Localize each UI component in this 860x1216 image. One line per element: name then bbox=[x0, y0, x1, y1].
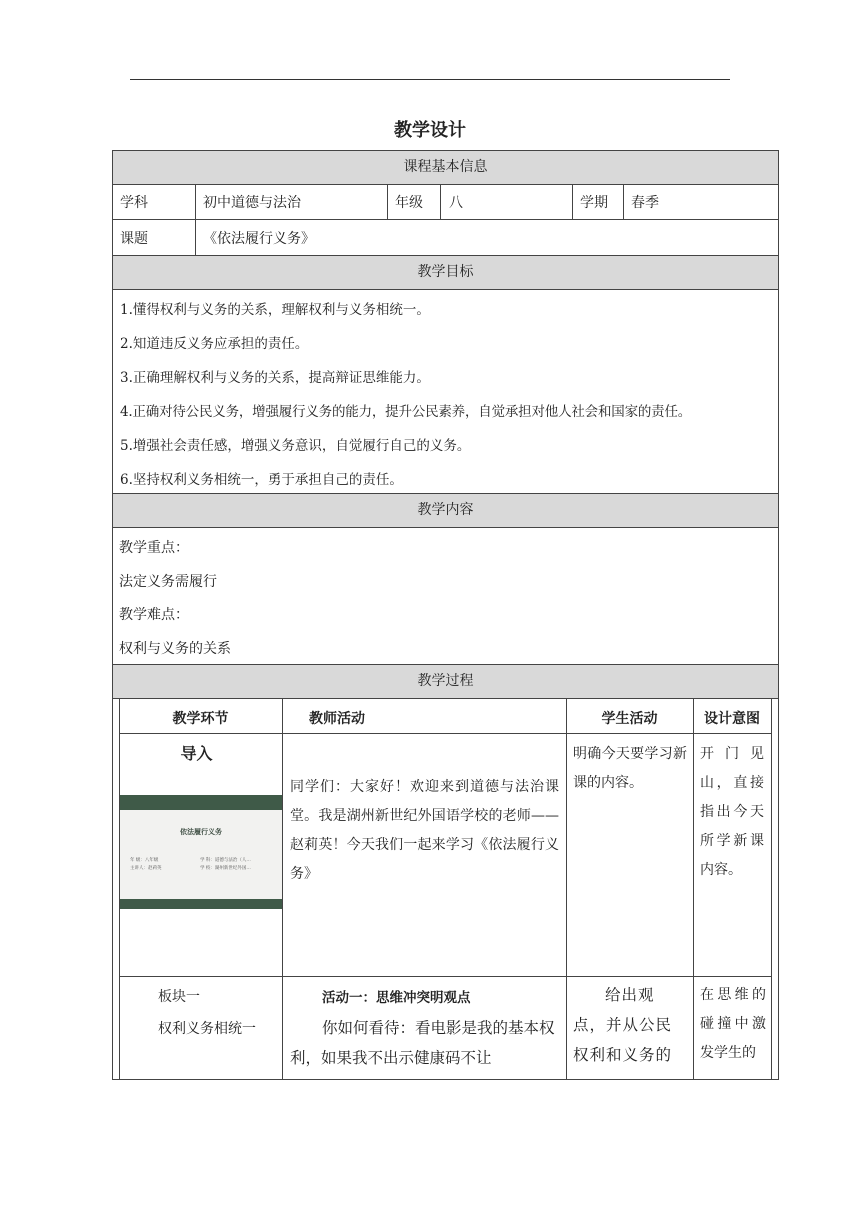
objective-item: 4.正确对待公民义务，增强履行义务的能力，提升公民素养，自觉承担对他人社会和国家的责任。 bbox=[120, 404, 692, 420]
stage-intro: 导入 bbox=[180, 744, 213, 763]
document-title: 教学设计 bbox=[394, 120, 466, 141]
topic-value: 《依法履行义务》 bbox=[203, 231, 315, 247]
teacher-activity-module1: 你如何看待：看电影是我的基本权利，如果我不出示健康码不让 bbox=[290, 1019, 555, 1067]
term-value: 春季 bbox=[631, 195, 659, 211]
student-activity-intro: 明确今天要学习新课的内容。 bbox=[573, 746, 687, 791]
slide-title: 依法履行义务 bbox=[180, 828, 222, 836]
objective-item: 5.增强社会责任感，增强义务意识，自觉履行自己的义务。 bbox=[120, 438, 471, 454]
slide-meta: 学 科：道德与法治（人… bbox=[200, 858, 251, 863]
header-stage: 教学环节 bbox=[172, 711, 229, 727]
table-line bbox=[387, 184, 388, 219]
slide-thumbnail bbox=[120, 795, 282, 909]
section-objectives: 教学目标 bbox=[112, 255, 779, 289]
slide-meta: 主讲人：赵莉英 bbox=[130, 866, 162, 871]
table-line bbox=[112, 184, 779, 185]
table-line bbox=[112, 493, 779, 494]
table-line bbox=[112, 1079, 779, 1080]
slide-top-bar bbox=[120, 795, 282, 810]
activity-heading: 活动一：思维冲突明观点 bbox=[322, 990, 471, 1006]
module-label: 板块一 bbox=[158, 989, 200, 1005]
section-content: 教学内容 bbox=[112, 493, 779, 527]
table-line bbox=[112, 289, 779, 290]
process-table-line bbox=[119, 976, 772, 977]
process-table-line bbox=[693, 698, 694, 1079]
subject-value: 初中道德与法治 bbox=[203, 195, 301, 211]
design-intent-intro: 开门见山，直接指出今天所学新课内容。 bbox=[700, 746, 764, 878]
process-table-line bbox=[119, 733, 772, 734]
module-title: 权利义务相统一 bbox=[158, 1021, 256, 1037]
design-intent-module1: 在思维的碰撞中激发学生的 bbox=[700, 987, 766, 1061]
difficulty-value: 权利与义务的关系 bbox=[119, 641, 231, 657]
header-intent: 设计意图 bbox=[704, 711, 760, 727]
grade-value: 八 bbox=[449, 195, 463, 211]
objective-item: 6.坚持权利义务相统一，勇于承担自己的责任。 bbox=[120, 472, 403, 488]
table-line bbox=[112, 698, 779, 699]
objective-item: 1.懂得权利与义务的关系，理解权利与义务相统一。 bbox=[120, 302, 430, 318]
header-rule bbox=[130, 79, 730, 80]
table-line bbox=[112, 255, 779, 256]
table-border-right bbox=[778, 150, 779, 1079]
section-basic-info: 课程基本信息 bbox=[112, 150, 779, 184]
process-table-line bbox=[282, 698, 283, 1079]
slide-meta: 年 级：八年级 bbox=[130, 858, 159, 863]
header-student: 学生活动 bbox=[601, 711, 658, 727]
table-line bbox=[623, 184, 624, 219]
header-teacher: 教师活动 bbox=[309, 711, 365, 727]
table-line bbox=[440, 184, 441, 219]
key-point-label: 教学重点： bbox=[119, 540, 189, 556]
section-process: 教学过程 bbox=[112, 664, 779, 698]
table-line bbox=[112, 527, 779, 528]
grade-label: 年级 bbox=[395, 195, 423, 211]
student-activity-module1: 给出观点，并从公民权利和义务的 bbox=[573, 986, 673, 1064]
table-line bbox=[195, 184, 196, 255]
table-line bbox=[112, 219, 779, 220]
table-line bbox=[572, 184, 573, 219]
process-table-line bbox=[566, 698, 567, 1079]
slide-meta: 学 校：湖州新世纪外国… bbox=[200, 866, 251, 871]
process-table-line bbox=[771, 698, 772, 1079]
key-point-value: 法定义务需履行 bbox=[119, 574, 217, 590]
subject-label: 学科 bbox=[120, 195, 148, 211]
objective-item: 2.知道违反义务应承担的责任。 bbox=[120, 336, 309, 352]
table-border-left bbox=[112, 150, 113, 1079]
objective-item: 3.正确理解权利与义务的关系，提高辩证思维能力。 bbox=[120, 370, 430, 386]
teacher-activity-intro: 同学们：大家好！欢迎来到道德与法治课堂。我是湖州新世纪外国语学校的老师——赵莉英！今天我们一起来学习《依法履行义务》 bbox=[290, 779, 559, 882]
term-label: 学期 bbox=[580, 195, 608, 211]
difficulty-label: 教学难点： bbox=[119, 607, 189, 623]
table-line bbox=[112, 664, 779, 665]
topic-label: 课题 bbox=[120, 231, 148, 247]
slide-bottom-bar bbox=[120, 899, 282, 909]
table-line bbox=[112, 150, 779, 151]
